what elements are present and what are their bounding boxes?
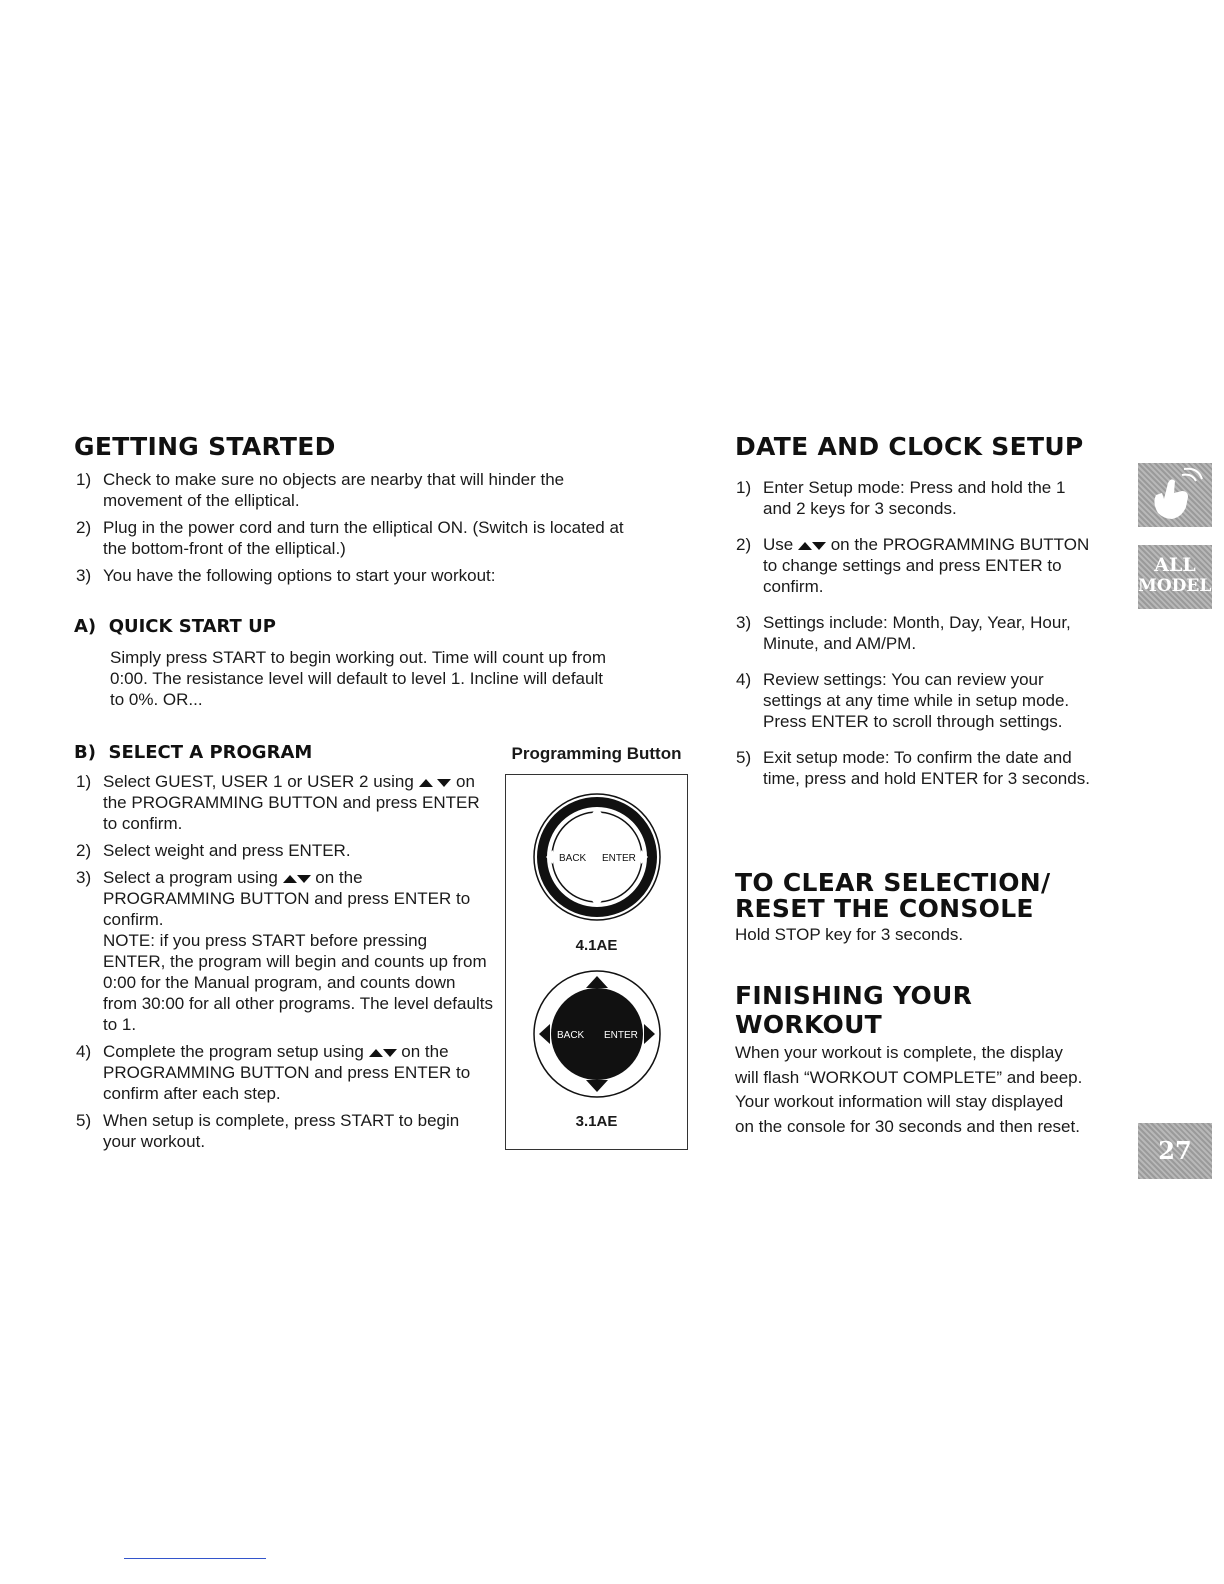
list-item: 4) Review settings: You can review your settings at any time while in setup mode. Press ENTER to scroll through settings. — [736, 670, 1070, 731]
list-item: 3) Settings include: Month, Day, Year, Hour, Minute, and AM/PM. — [736, 613, 1071, 653]
select-program-title: B) SELECT A PROGRAM — [74, 742, 313, 763]
footer-divider — [124, 1558, 266, 1559]
up-arrow-icon — [798, 542, 812, 550]
list-item: 3) Select a program using on the PROGRAMMING BUTTON and press ENTER to confirm. NOTE: if you press START before pressing ENTER, the program will begin and counts up from 0:00 for the Manual program, and counts down from 30:00 for all other programs. The level defaults to 1. — [76, 868, 493, 1034]
select-program-list — [48, 771, 494, 1152]
list-item: 3) You have the following options to start your workout: — [76, 566, 496, 585]
list-item: 1) Check to make sure no objects are nearby that will hinder the movement of the elliptical. — [76, 470, 565, 510]
select-program-section — [74, 742, 494, 1158]
up-arrow-icon — [419, 779, 433, 787]
down-arrow-icon — [812, 542, 826, 550]
down-arrow-icon — [297, 875, 311, 883]
list-item: 5) When setup is complete, press START to begin your workout. — [76, 1111, 460, 1151]
programming-button-3-1ae — [534, 971, 660, 1097]
quick-start-title: A) QUICK START UP — [74, 616, 276, 637]
list-item: 4) Complete the program setup using on the PROGRAMMING BUTTON and press ENTER to confirm after each step. — [76, 1042, 471, 1103]
getting-started-list — [74, 469, 634, 586]
programming-button-title: Programming Button — [511, 744, 682, 763]
list-item: 1) Enter Setup mode: Press and hold the 1 and 2 keys for 3 seconds. — [736, 478, 1066, 518]
up-arrow-icon — [369, 1049, 383, 1057]
getting-started-section — [74, 432, 634, 592]
clear-section — [735, 870, 1095, 945]
date-clock-section — [735, 432, 1095, 795]
caption-3-1ae: 3.1AE — [575, 1113, 618, 1130]
finishing-title: FINISHING YOUR WORKOUT — [735, 981, 973, 1039]
list-item: 2) Use on the PROGRAMMING BUTTON to change settings and press ENTER to confirm. — [736, 535, 1090, 596]
getting-started-title: GETTING STARTED — [74, 432, 336, 461]
clear-text: Hold STOP key for 3 seconds. — [735, 925, 964, 944]
list-item: 2) Plug in the power cord and turn the elliptical ON. (Switch is located at the bottom-front of the elliptical.) — [76, 518, 624, 558]
clear-title: TO CLEAR SELECTION/ RESET THE CONSOLE — [735, 868, 1051, 923]
up-arrow-icon — [283, 875, 297, 883]
programming-button-4-1ae — [534, 794, 660, 920]
touch-hand-tab — [1138, 463, 1212, 527]
program-note: NOTE: if you press START before pressing ENTER, the program will begin and counts up from 0:00 for the Manual program, and counts down from 30:00 for all other programs. The level defaults to 1. — [103, 931, 493, 1034]
back-label: BACK — [559, 853, 587, 864]
list-item: 2) Select weight and press ENTER. — [76, 841, 351, 860]
down-arrow-icon — [437, 779, 451, 787]
list-item: 1) Select GUEST, USER 1 or USER 2 using on the PROGRAMMING BUTTON and press ENTER to confirm. — [76, 772, 480, 833]
quick-start-text: Simply press START to begin working out. Time will count up from 0:00. The resistance level will default to level 1. Incline will default to 0%. OR... — [110, 648, 607, 709]
hand-pointer-icon — [1138, 463, 1212, 527]
enter-label: ENTER — [604, 1030, 638, 1041]
back-label: BACK — [557, 1030, 585, 1041]
page-number-tab: 27 — [1138, 1123, 1212, 1179]
down-arrow-icon — [383, 1049, 397, 1057]
programming-button-figure — [505, 774, 688, 1150]
date-clock-list — [708, 477, 1095, 789]
caption-4-1ae: 4.1AE — [575, 937, 618, 954]
list-item: 5) Exit setup mode: To confirm the date and time, press and hold ENTER for 3 seconds. — [736, 748, 1090, 788]
finishing-section — [735, 981, 1085, 1139]
quick-start-section — [74, 616, 614, 710]
all-models-tab: ALL MODELS — [1138, 545, 1212, 609]
programming-button-diagrams — [506, 775, 687, 1149]
enter-label: ENTER — [602, 853, 636, 864]
date-clock-title: DATE AND CLOCK SETUP — [735, 432, 1084, 461]
finishing-text: When your workout is complete, the display will flash “WORKOUT COMPLETE” and beep. Your workout information will stay displayed on the console for 30 seconds and then reset. — [735, 1043, 1083, 1136]
